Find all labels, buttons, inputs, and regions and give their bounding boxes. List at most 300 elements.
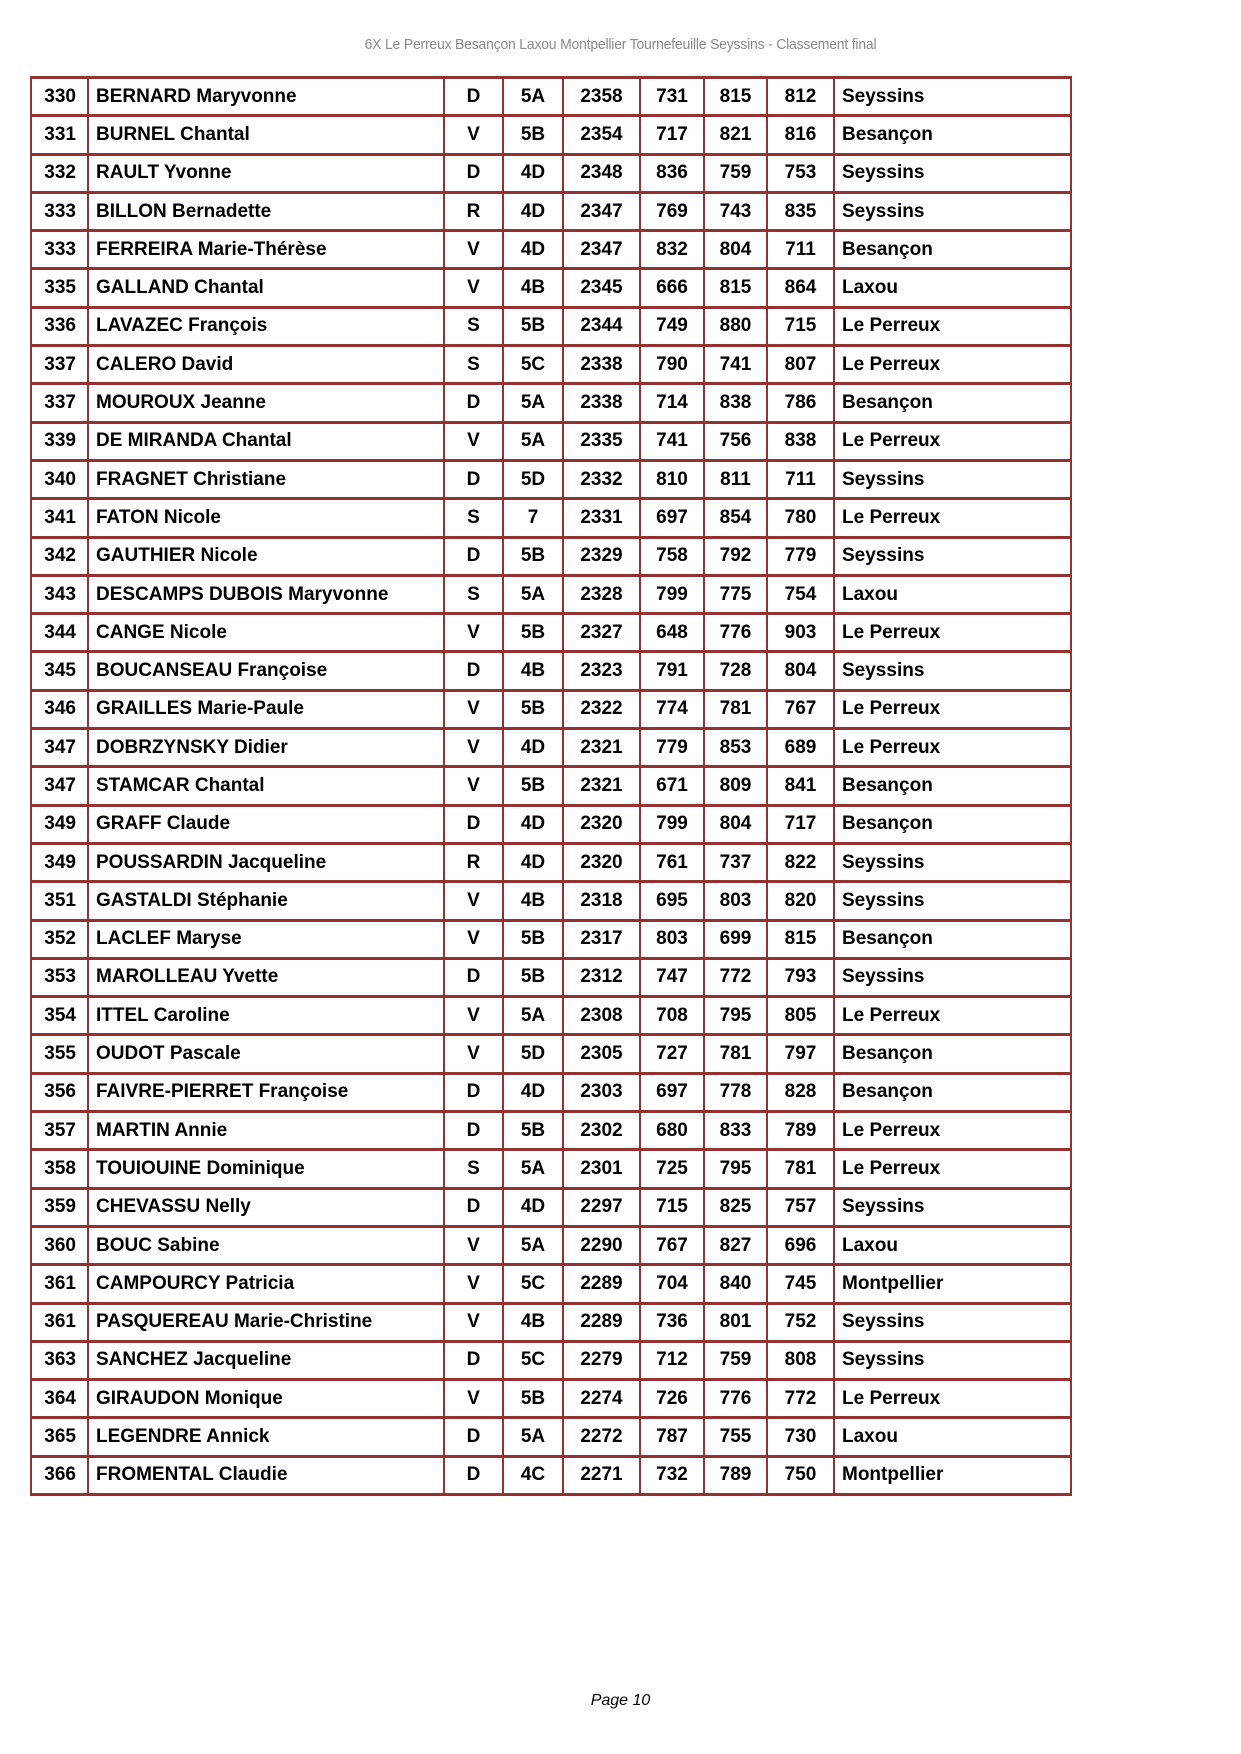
cell-total: 2323 xyxy=(563,652,640,690)
cell-name: CHEVASSU Nelly xyxy=(88,1188,444,1226)
cell-club: Le Perreux xyxy=(834,729,1071,767)
cell-round1: 727 xyxy=(640,1035,704,1073)
cell-category: V xyxy=(444,269,503,307)
cell-round2: 759 xyxy=(704,154,767,192)
cell-name: MAROLLEAU Yvette xyxy=(88,958,444,996)
cell-club: Le Perreux xyxy=(834,307,1071,345)
cell-club: Seyssins xyxy=(834,1188,1071,1226)
cell-round3: 793 xyxy=(767,958,834,996)
cell-name: BERNARD Maryvonne xyxy=(88,78,444,116)
cell-club: Besançon xyxy=(834,920,1071,958)
cell-rank: 359 xyxy=(31,1188,88,1226)
cell-round3: 780 xyxy=(767,499,834,537)
cell-rank: 361 xyxy=(31,1303,88,1341)
cell-round2: 775 xyxy=(704,575,767,613)
table-row xyxy=(31,422,1071,460)
cell-rank: 361 xyxy=(31,1265,88,1303)
document-header-title: 6X Le Perreux Besançon Laxou Montpellier Tournefeuille Seyssins - Classement final xyxy=(364,36,877,53)
cell-round3: 804 xyxy=(767,652,834,690)
cell-round2: 803 xyxy=(704,882,767,920)
cell-name: LEGENDRE Annick xyxy=(88,1418,444,1456)
cell-total: 2331 xyxy=(563,499,640,537)
cell-round3: 808 xyxy=(767,1341,834,1379)
cell-category: D xyxy=(444,1073,503,1111)
cell-rank: 332 xyxy=(31,154,88,192)
table-row xyxy=(31,1456,1071,1494)
cell-total: 2332 xyxy=(563,460,640,498)
cell-name: OUDOT Pascale xyxy=(88,1035,444,1073)
cell-round2: 743 xyxy=(704,192,767,230)
cell-total: 2338 xyxy=(563,346,640,384)
cell-series: 4D xyxy=(503,729,563,767)
cell-round1: 714 xyxy=(640,384,704,422)
cell-total: 2308 xyxy=(563,997,640,1035)
cell-series: 5B xyxy=(503,690,563,728)
cell-total: 2320 xyxy=(563,805,640,843)
results-table-container xyxy=(30,76,1072,1496)
cell-round2: 772 xyxy=(704,958,767,996)
cell-total: 2328 xyxy=(563,575,640,613)
cell-category: V xyxy=(444,116,503,154)
cell-round2: 755 xyxy=(704,1418,767,1456)
cell-total: 2358 xyxy=(563,78,640,116)
table-row xyxy=(31,920,1071,958)
cell-rank: 342 xyxy=(31,537,88,575)
cell-total: 2289 xyxy=(563,1265,640,1303)
cell-round2: 759 xyxy=(704,1341,767,1379)
cell-round2: 854 xyxy=(704,499,767,537)
cell-round1: 697 xyxy=(640,499,704,537)
table-row xyxy=(31,537,1071,575)
cell-series: 5A xyxy=(503,575,563,613)
cell-round1: 787 xyxy=(640,1418,704,1456)
cell-total: 2348 xyxy=(563,154,640,192)
cell-category: R xyxy=(444,192,503,230)
cell-round1: 769 xyxy=(640,192,704,230)
cell-round2: 811 xyxy=(704,460,767,498)
cell-category: S xyxy=(444,346,503,384)
cell-club: Besançon xyxy=(834,116,1071,154)
table-row xyxy=(31,499,1071,537)
cell-category: V xyxy=(444,920,503,958)
cell-round3: 711 xyxy=(767,460,834,498)
cell-name: LAVAZEC François xyxy=(88,307,444,345)
cell-name: FROMENTAL Claudie xyxy=(88,1456,444,1494)
cell-round2: 781 xyxy=(704,1035,767,1073)
cell-rank: 340 xyxy=(31,460,88,498)
cell-category: D xyxy=(444,805,503,843)
cell-club: Montpellier xyxy=(834,1265,1071,1303)
cell-club: Seyssins xyxy=(834,652,1071,690)
cell-round1: 791 xyxy=(640,652,704,690)
table-row xyxy=(31,78,1071,116)
cell-round2: 838 xyxy=(704,384,767,422)
cell-name: MOUROUX Jeanne xyxy=(88,384,444,422)
table-row xyxy=(31,1265,1071,1303)
cell-round2: 776 xyxy=(704,614,767,652)
cell-round3: 779 xyxy=(767,537,834,575)
cell-round2: 792 xyxy=(704,537,767,575)
table-row xyxy=(31,805,1071,843)
cell-name: GAUTHIER Nicole xyxy=(88,537,444,575)
cell-round3: 696 xyxy=(767,1226,834,1264)
cell-round1: 836 xyxy=(640,154,704,192)
cell-club: Laxou xyxy=(834,575,1071,613)
cell-club: Le Perreux xyxy=(834,1380,1071,1418)
cell-club: Besançon xyxy=(834,767,1071,805)
cell-round2: 821 xyxy=(704,116,767,154)
cell-round2: 853 xyxy=(704,729,767,767)
cell-series: 5B xyxy=(503,920,563,958)
cell-total: 2317 xyxy=(563,920,640,958)
cell-category: V xyxy=(444,1303,503,1341)
cell-rank: 347 xyxy=(31,729,88,767)
cell-name: LACLEF Maryse xyxy=(88,920,444,958)
cell-total: 2271 xyxy=(563,1456,640,1494)
cell-total: 2272 xyxy=(563,1418,640,1456)
cell-name: FATON Nicole xyxy=(88,499,444,537)
cell-round1: 790 xyxy=(640,346,704,384)
cell-round2: 833 xyxy=(704,1112,767,1150)
cell-category: S xyxy=(444,1150,503,1188)
cell-series: 4B xyxy=(503,882,563,920)
cell-category: D xyxy=(444,78,503,116)
cell-round3: 767 xyxy=(767,690,834,728)
cell-round3: 864 xyxy=(767,269,834,307)
table-row xyxy=(31,997,1071,1035)
cell-round2: 776 xyxy=(704,1380,767,1418)
cell-round1: 832 xyxy=(640,231,704,269)
cell-round3: 828 xyxy=(767,1073,834,1111)
cell-category: D xyxy=(444,154,503,192)
cell-total: 2327 xyxy=(563,614,640,652)
cell-club: Besançon xyxy=(834,231,1071,269)
cell-round1: 680 xyxy=(640,1112,704,1150)
cell-round1: 697 xyxy=(640,1073,704,1111)
cell-rank: 343 xyxy=(31,575,88,613)
table-row xyxy=(31,307,1071,345)
cell-round2: 756 xyxy=(704,422,767,460)
cell-round3: 757 xyxy=(767,1188,834,1226)
cell-round2: 795 xyxy=(704,997,767,1035)
cell-name: FERREIRA Marie-Thérèse xyxy=(88,231,444,269)
cell-rank: 349 xyxy=(31,843,88,881)
cell-round2: 827 xyxy=(704,1226,767,1264)
cell-category: D xyxy=(444,384,503,422)
cell-round3: 789 xyxy=(767,1112,834,1150)
cell-round1: 767 xyxy=(640,1226,704,1264)
cell-total: 2290 xyxy=(563,1226,640,1264)
cell-round1: 749 xyxy=(640,307,704,345)
table-row xyxy=(31,1150,1071,1188)
cell-rank: 333 xyxy=(31,192,88,230)
cell-round3: 838 xyxy=(767,422,834,460)
cell-rank: 331 xyxy=(31,116,88,154)
cell-round3: 816 xyxy=(767,116,834,154)
cell-round2: 728 xyxy=(704,652,767,690)
table-row xyxy=(31,154,1071,192)
cell-series: 5A xyxy=(503,1418,563,1456)
cell-total: 2345 xyxy=(563,269,640,307)
cell-round2: 801 xyxy=(704,1303,767,1341)
cell-name: DE MIRANDA Chantal xyxy=(88,422,444,460)
cell-series: 5A xyxy=(503,1150,563,1188)
cell-round3: 752 xyxy=(767,1303,834,1341)
cell-series: 4B xyxy=(503,269,563,307)
cell-club: Seyssins xyxy=(834,460,1071,498)
cell-round3: 781 xyxy=(767,1150,834,1188)
cell-series: 4B xyxy=(503,652,563,690)
cell-total: 2303 xyxy=(563,1073,640,1111)
table-row xyxy=(31,1188,1071,1226)
cell-round2: 804 xyxy=(704,231,767,269)
cell-round3: 786 xyxy=(767,384,834,422)
cell-round3: 717 xyxy=(767,805,834,843)
cell-series: 4D xyxy=(503,1073,563,1111)
cell-series: 5C xyxy=(503,346,563,384)
cell-total: 2289 xyxy=(563,1303,640,1341)
cell-category: D xyxy=(444,1188,503,1226)
cell-club: Le Perreux xyxy=(834,1112,1071,1150)
cell-category: D xyxy=(444,1112,503,1150)
cell-round3: 807 xyxy=(767,346,834,384)
cell-rank: 356 xyxy=(31,1073,88,1111)
cell-category: V xyxy=(444,1226,503,1264)
table-row xyxy=(31,1112,1071,1150)
cell-round1: 747 xyxy=(640,958,704,996)
cell-club: Le Perreux xyxy=(834,614,1071,652)
cell-rank: 349 xyxy=(31,805,88,843)
cell-round3: 730 xyxy=(767,1418,834,1456)
cell-club: Seyssins xyxy=(834,1303,1071,1341)
cell-round3: 772 xyxy=(767,1380,834,1418)
cell-rank: 366 xyxy=(31,1456,88,1494)
cell-round1: 704 xyxy=(640,1265,704,1303)
cell-club: Seyssins xyxy=(834,958,1071,996)
cell-series: 5B xyxy=(503,614,563,652)
table-row xyxy=(31,690,1071,728)
cell-series: 5B xyxy=(503,1112,563,1150)
cell-category: D xyxy=(444,652,503,690)
cell-name: CALERO David xyxy=(88,346,444,384)
table-row xyxy=(31,1073,1071,1111)
cell-rank: 339 xyxy=(31,422,88,460)
cell-category: V xyxy=(444,231,503,269)
table-row xyxy=(31,882,1071,920)
cell-round3: 711 xyxy=(767,231,834,269)
cell-rank: 337 xyxy=(31,384,88,422)
table-row xyxy=(31,460,1071,498)
cell-category: D xyxy=(444,460,503,498)
cell-round3: 805 xyxy=(767,997,834,1035)
cell-series: 4D xyxy=(503,154,563,192)
cell-round3: 903 xyxy=(767,614,834,652)
cell-name: CANGE Nicole xyxy=(88,614,444,652)
cell-series: 5A xyxy=(503,78,563,116)
cell-club: Le Perreux xyxy=(834,690,1071,728)
cell-round1: 803 xyxy=(640,920,704,958)
cell-rank: 353 xyxy=(31,958,88,996)
cell-name: FRAGNET Christiane xyxy=(88,460,444,498)
cell-round3: 745 xyxy=(767,1265,834,1303)
cell-name: ITTEL Caroline xyxy=(88,997,444,1035)
cell-club: Besançon xyxy=(834,1035,1071,1073)
cell-name: BURNEL Chantal xyxy=(88,116,444,154)
cell-club: Le Perreux xyxy=(834,499,1071,537)
cell-round2: 825 xyxy=(704,1188,767,1226)
cell-name: GALLAND Chantal xyxy=(88,269,444,307)
cell-series: 5B xyxy=(503,1380,563,1418)
cell-round1: 671 xyxy=(640,767,704,805)
cell-round1: 715 xyxy=(640,1188,704,1226)
cell-club: Seyssins xyxy=(834,1341,1071,1379)
cell-round3: 754 xyxy=(767,575,834,613)
cell-name: TOUIOUINE Dominique xyxy=(88,1150,444,1188)
cell-name: GIRAUDON Monique xyxy=(88,1380,444,1418)
cell-rank: 333 xyxy=(31,231,88,269)
cell-rank: 363 xyxy=(31,1341,88,1379)
cell-total: 2322 xyxy=(563,690,640,728)
cell-name: CAMPOURCY Patricia xyxy=(88,1265,444,1303)
cell-rank: 336 xyxy=(31,307,88,345)
cell-round2: 789 xyxy=(704,1456,767,1494)
table-row xyxy=(31,958,1071,996)
cell-total: 2318 xyxy=(563,882,640,920)
cell-club: Laxou xyxy=(834,1226,1071,1264)
cell-round1: 717 xyxy=(640,116,704,154)
cell-category: V xyxy=(444,1035,503,1073)
cell-series: 5D xyxy=(503,460,563,498)
results-table-body xyxy=(31,78,1071,1495)
cell-series: 5B xyxy=(503,767,563,805)
cell-rank: 330 xyxy=(31,78,88,116)
cell-round1: 731 xyxy=(640,78,704,116)
cell-round2: 741 xyxy=(704,346,767,384)
cell-series: 5B xyxy=(503,537,563,575)
cell-round1: 810 xyxy=(640,460,704,498)
cell-rank: 351 xyxy=(31,882,88,920)
cell-round2: 781 xyxy=(704,690,767,728)
cell-total: 2305 xyxy=(563,1035,640,1073)
cell-club: Seyssins xyxy=(834,537,1071,575)
table-row xyxy=(31,1341,1071,1379)
cell-round2: 699 xyxy=(704,920,767,958)
table-row xyxy=(31,192,1071,230)
cell-name: DOBRZYNSKY Didier xyxy=(88,729,444,767)
cell-category: D xyxy=(444,1456,503,1494)
cell-rank: 355 xyxy=(31,1035,88,1073)
table-row xyxy=(31,1380,1071,1418)
cell-club: Seyssins xyxy=(834,843,1071,881)
cell-rank: 352 xyxy=(31,920,88,958)
cell-club: Seyssins xyxy=(834,154,1071,192)
cell-round3: 835 xyxy=(767,192,834,230)
cell-total: 2297 xyxy=(563,1188,640,1226)
cell-club: Le Perreux xyxy=(834,997,1071,1035)
cell-total: 2279 xyxy=(563,1341,640,1379)
cell-rank: 365 xyxy=(31,1418,88,1456)
cell-series: 5A xyxy=(503,422,563,460)
cell-round2: 809 xyxy=(704,767,767,805)
cell-round1: 799 xyxy=(640,805,704,843)
cell-series: 4D xyxy=(503,805,563,843)
cell-name: SANCHEZ Jacqueline xyxy=(88,1341,444,1379)
cell-round1: 648 xyxy=(640,614,704,652)
table-row xyxy=(31,231,1071,269)
table-row xyxy=(31,269,1071,307)
cell-round1: 761 xyxy=(640,843,704,881)
cell-name: GASTALDI Stéphanie xyxy=(88,882,444,920)
cell-category: D xyxy=(444,537,503,575)
cell-club: Laxou xyxy=(834,1418,1071,1456)
cell-club: Seyssins xyxy=(834,882,1071,920)
cell-series: 5B xyxy=(503,307,563,345)
cell-name: DESCAMPS DUBOIS Maryvonne xyxy=(88,575,444,613)
cell-name: STAMCAR Chantal xyxy=(88,767,444,805)
cell-rank: 347 xyxy=(31,767,88,805)
cell-category: D xyxy=(444,1341,503,1379)
cell-category: S xyxy=(444,499,503,537)
cell-total: 2274 xyxy=(563,1380,640,1418)
cell-round2: 804 xyxy=(704,805,767,843)
cell-rank: 357 xyxy=(31,1112,88,1150)
cell-round1: 712 xyxy=(640,1341,704,1379)
cell-category: V xyxy=(444,997,503,1035)
cell-round3: 750 xyxy=(767,1456,834,1494)
cell-round1: 732 xyxy=(640,1456,704,1494)
cell-total: 2338 xyxy=(563,384,640,422)
cell-round2: 737 xyxy=(704,843,767,881)
cell-round1: 758 xyxy=(640,537,704,575)
cell-category: S xyxy=(444,307,503,345)
cell-club: Seyssins xyxy=(834,78,1071,116)
cell-round3: 812 xyxy=(767,78,834,116)
cell-round1: 774 xyxy=(640,690,704,728)
cell-round2: 815 xyxy=(704,78,767,116)
cell-rank: 364 xyxy=(31,1380,88,1418)
cell-total: 2321 xyxy=(563,767,640,805)
cell-name: GRAFF Claude xyxy=(88,805,444,843)
cell-category: R xyxy=(444,843,503,881)
page-number-label: Page 10 xyxy=(590,1692,651,1709)
cell-name: BOUCANSEAU Françoise xyxy=(88,652,444,690)
table-row xyxy=(31,1035,1071,1073)
cell-category: D xyxy=(444,1418,503,1456)
cell-round1: 666 xyxy=(640,269,704,307)
cell-total: 2329 xyxy=(563,537,640,575)
cell-rank: 337 xyxy=(31,346,88,384)
cell-rank: 344 xyxy=(31,614,88,652)
table-row xyxy=(31,1418,1071,1456)
cell-round1: 779 xyxy=(640,729,704,767)
cell-series: 4B xyxy=(503,1303,563,1341)
cell-round1: 708 xyxy=(640,997,704,1035)
cell-total: 2312 xyxy=(563,958,640,996)
cell-club: Le Perreux xyxy=(834,346,1071,384)
cell-category: V xyxy=(444,1265,503,1303)
cell-name: BOUC Sabine xyxy=(88,1226,444,1264)
cell-rank: 335 xyxy=(31,269,88,307)
table-row xyxy=(31,843,1071,881)
cell-round1: 736 xyxy=(640,1303,704,1341)
cell-series: 5C xyxy=(503,1341,563,1379)
cell-name: PASQUEREAU Marie-Christine xyxy=(88,1303,444,1341)
cell-round2: 778 xyxy=(704,1073,767,1111)
cell-total: 2354 xyxy=(563,116,640,154)
cell-round1: 695 xyxy=(640,882,704,920)
results-table xyxy=(30,76,1072,1496)
cell-round1: 725 xyxy=(640,1150,704,1188)
